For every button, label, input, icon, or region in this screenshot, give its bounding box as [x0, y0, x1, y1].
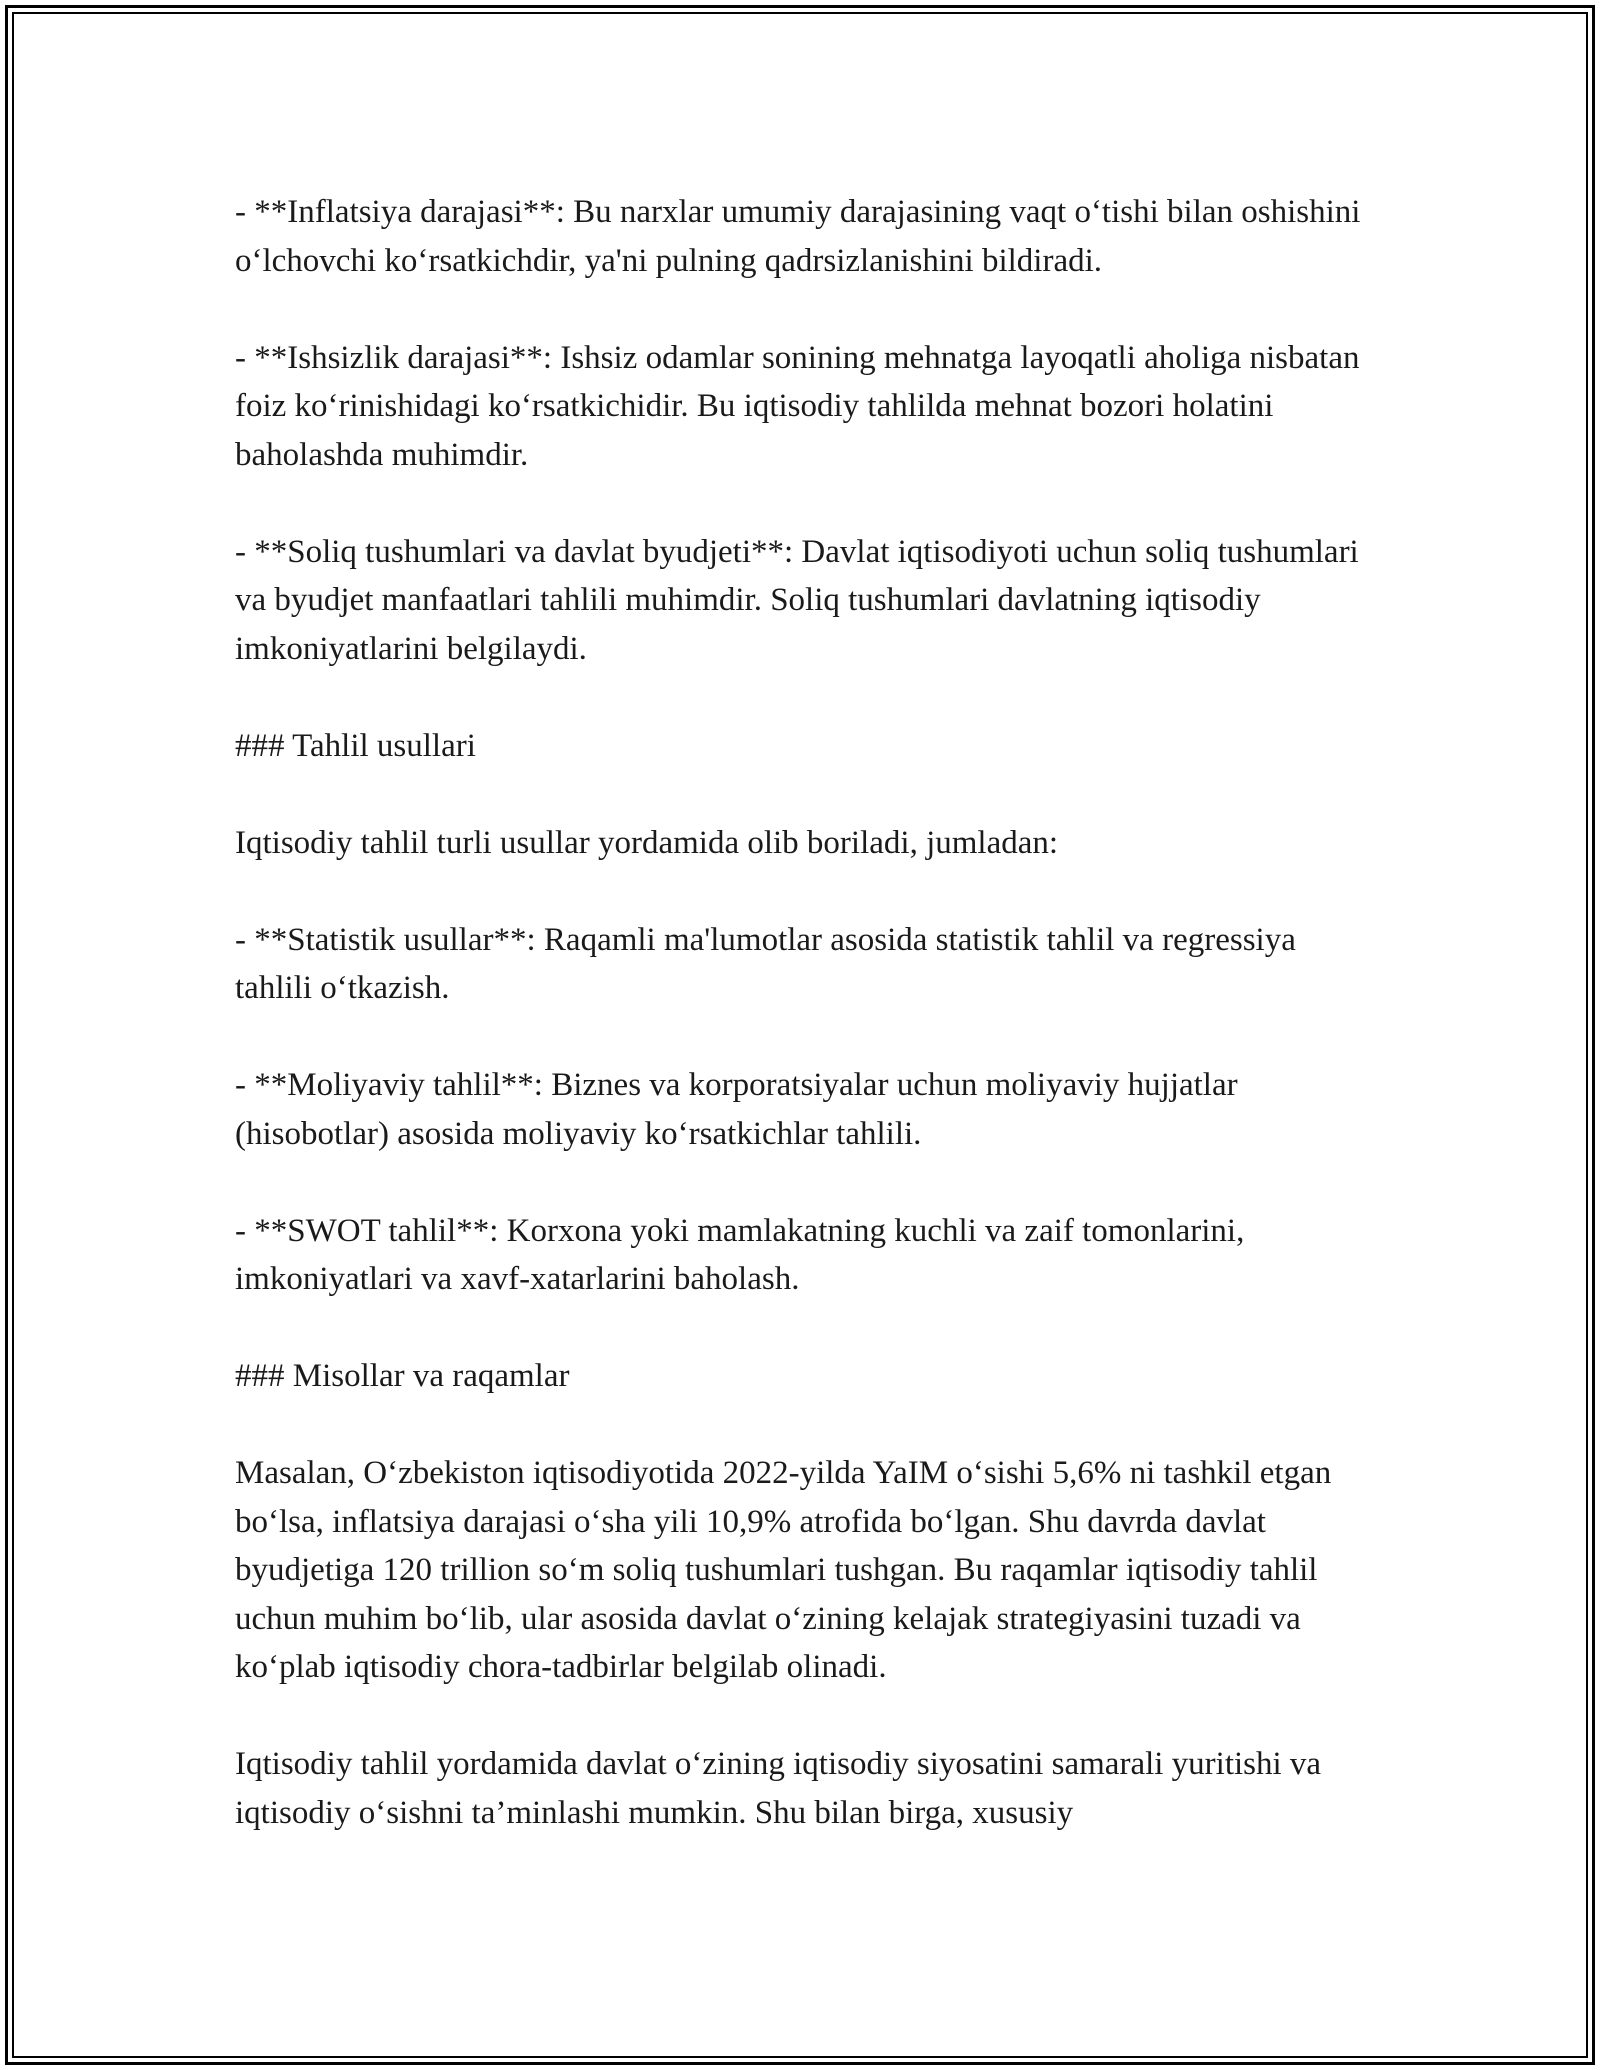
paragraph-statistical-methods: - **Statistik usullar**: Raqamli ma'lumotlar asosida statistik tahlil va regressiya tahlili o‘tkazish. — [235, 921, 1296, 1006]
paragraph-financial-analysis: - **Moliyaviy tahlil**: Biznes va korporatsiyalar uchun moliyaviy hujjatlar (hisobotlar) asosida moliyaviy ko‘rsatkichlar tahlili. — [235, 1067, 1238, 1152]
paragraph-swot-analysis: - **SWOT tahlil**: Korxona yoki mamlakatning kuchli va zaif tomonlarini, imkoniyatlari va xavf-xatarlarini baholash. — [235, 1212, 1245, 1297]
paragraph-inflation-rate: - **Inflatsiya darajasi**: Bu narxlar umumiy darajasining vaqt o‘tishi bilan oshishini o‘lchovchi ko‘rsatkichdir, ya'ni pulning qadrsizlanishini bildiradi. — [235, 194, 1361, 279]
heading-examples-and-figures: ### Misollar va raqamlar — [235, 1358, 570, 1394]
paragraph-tax-revenue: - **Soliq tushumlari va davlat byudjeti**: Davlat iqtisodiyoti uchun soliq tushumlari va byudjet manfaatlari tahlili muhimdir. Soliq tushumlari davlatning iqtisodiy imkoniyatlarini belgilaydi. — [235, 533, 1359, 667]
paragraph-methods-intro: Iqtisodiy tahlil turli usullar yordamida olib boriladi, jumladan: — [235, 824, 1059, 861]
paragraph-uzbekistan-example: Masalan, O‘zbekiston iqtisodiyotida 2022-yilda YaIM o‘sishi 5,6% ni tashkil etgan bo‘lsa, inflatsiya darajasi o‘sha yili 10,9% atrofida bo‘lgan. Shu davrda davlat byudjetiga 120 trillion so‘m soliq tushumlari tushgan. Bu raqamlar iqtisodiy tahlil uchun muhim bo‘lib, ular asosida davlat o‘zining kelajak strategiyasini tuzadi va ko‘plab iqtisodiy chora-tadbirlar belgilab olinadi. — [235, 1455, 1332, 1685]
paragraph-conclusion: Iqtisodiy tahlil yordamida davlat o‘zining iqtisodiy siyosatini samarali yuritishi va iqtisodiy o‘sishni ta’minlashi mumkin. Shu bilan birga, xususiy — [235, 1746, 1322, 1831]
paragraph-unemployment-rate: - **Ishsizlik darajasi**: Ishsiz odamlar sonining mehnatga layoqatli aholiga nisbatan foiz ko‘rinishidagi ko‘rsatkichidir. Bu iqtisodiy tahlilda mehnat bozori holatini baholashda muhimdir. — [235, 339, 1360, 473]
heading-analysis-methods: ### Tahlil usullari — [235, 727, 476, 764]
document-body — [235, 188, 1375, 1886]
